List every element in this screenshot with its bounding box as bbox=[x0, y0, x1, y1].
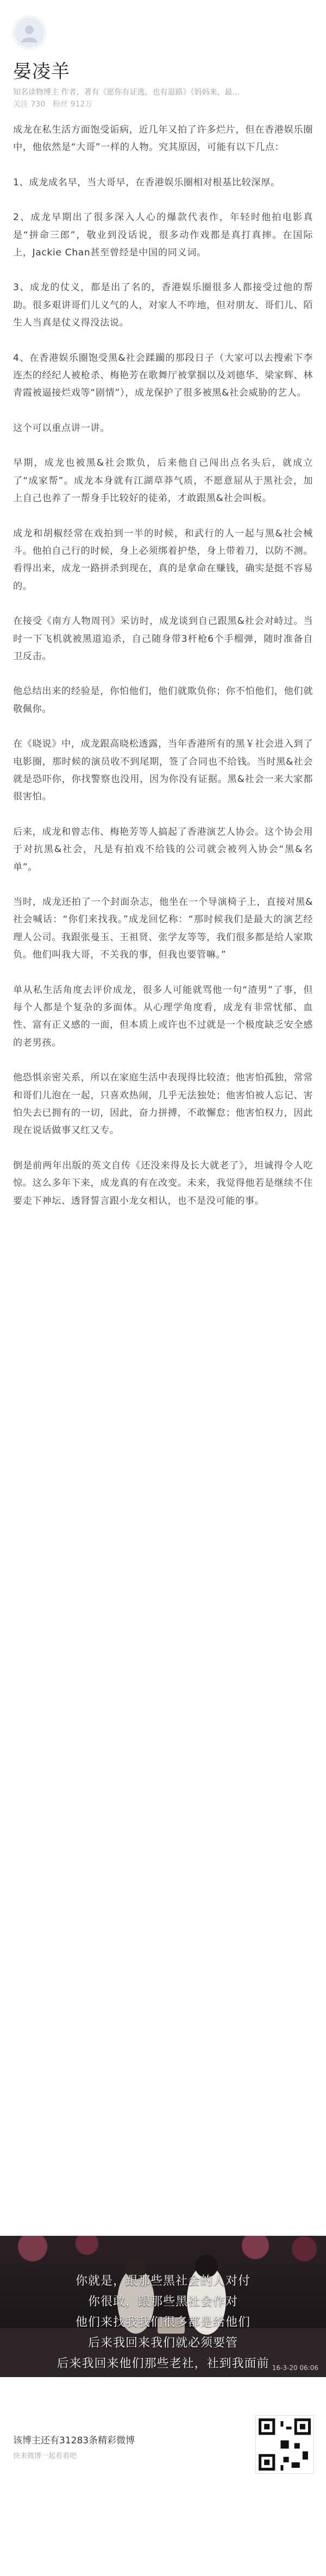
paragraph: 这个可以重点讲一讲。 bbox=[13, 422, 110, 434]
photo-timestamp: 16-3-20 06:06 bbox=[272, 2364, 318, 2372]
avatar-icon bbox=[18, 22, 40, 43]
subtitle-line: 你就是，跟那些黑社会的人对付 bbox=[75, 2274, 250, 2288]
author-stats bbox=[13, 98, 313, 110]
paragraph: 他恐惧亲密关系，所以在家庭生活中表现得比较渣；他害怕孤独，常常和哥们儿泡在一起，只喜欢热闹，几乎无法独处；他害怕被人忘记、害怕失去已拥有的一切，因此，奋力拼搏，不敢懈怠；他害怕权力，因此现在说话做事又红又专。 bbox=[13, 1072, 313, 1136]
author-intro: 知名读物博主 作者，著有《愿你有证逃，也有退路》《妈妈来，最… bbox=[13, 88, 240, 97]
paragraph: 成龙在私生活方面饱受诟病，近几年又拍了许多烂片，但在香港娱乐圈中，他依然是“大哥”一样的人物。究其原因，可能有以下几点： bbox=[13, 124, 313, 153]
paragraph: 早期，成龙也被黑&社会欺负，后来他自己闯出点名头后，就成立了“成家帮”。成龙本身就有江湖草莽气质，不愿意屈从于黑社会，加上自己也养了一帮身手比较好的徒弟，才敢跟黑&社会叫板。 bbox=[13, 458, 313, 504]
more-posts-text[interactable]: 该博主还有31283条精彩微博 bbox=[13, 2435, 135, 2446]
avatar[interactable] bbox=[13, 16, 46, 49]
article-body bbox=[0, 110, 326, 1210]
author-name[interactable]: 晏凌羊 bbox=[13, 61, 70, 83]
subtitle-line: 后来我回来我们就必须要管 bbox=[87, 2336, 238, 2350]
paragraph: 他总结出来的经验是，你怕他们，他们就欺负你；你不怕他们，他们就敬佩你。 bbox=[13, 686, 313, 715]
subtitle-line: 他们来找我我们很多都是给他们 bbox=[75, 2316, 250, 2329]
footer-promo bbox=[0, 2377, 326, 2576]
paragraph: 2、成龙早期出了很多深入人心的爆款代表作，年轻时他拍电影真是“拼命三郎”，敬业到没话说，很多动作戏都是真打真摔。在国际上，Jackie Chan甚至曾经是中国的同义词。 bbox=[13, 212, 313, 259]
paragraph: 在《晓说》中，成龙跟高晓松透露，当年香港所有的黑￥社会进入到了电影圈，那时候的演员收不到尾期，签了合同也不给钱。当时黑&社会就是恐吓你，你找警察也没用，因为你没有证据。黑&社会一来大家都很害怕。 bbox=[13, 739, 313, 803]
interview-photo[interactable] bbox=[0, 2236, 326, 2377]
qr-code-icon[interactable] bbox=[255, 2415, 314, 2474]
follower-count[interactable]: 粉丝 912万 bbox=[53, 100, 93, 109]
paragraph: 4、在香港娱乐圈饱受黑&社会蹂躏的那段日子（大家可以去搜索下李连杰的经纪人被枪杀、梅艳芳在歌舞厅被掌掴以及刘德华、梁家辉、林青霞被逼接烂戏等“剧情”），成龙保护了很多被黑&社会威胁的艺人。 bbox=[13, 352, 313, 399]
paragraph: 1、成龙成名早，当大哥早，在香港娱乐圈相对根基比较深厚。 bbox=[13, 177, 280, 188]
paragraph: 单从私生活角度去评价成龙，很多人可能就骂他一句“渣男”了事，但每个人都是个复杂的多面体。从心理学角度看，成龙有非常忧郁、血性、富有正义感的一面，但本质上或许也不过就是一个极度缺乏安全感的老男孩。 bbox=[13, 984, 313, 1048]
subtitle-line: 你很敢，跟那些黑社会作对 bbox=[87, 2295, 238, 2309]
paragraph: 成龙和胡椒经常在戏拍到一半的时候，和武行的人一起与黑&社会械斗。他拍自己行的时候，身上必须绑着护垫，身上带着刀，以防不测。看得出来，成龙一路拼杀到现在，真的是拿命在赚钱，确实是挺不容易的。 bbox=[13, 528, 313, 592]
subtitle-line: 后来我回来他们那些老社，社到我面前 bbox=[57, 2357, 269, 2371]
paragraph: 倒是前两年出版的英文自传《还没来得及长大就老了》，坦诚得令人吃惊。这么多年下来，成龙真的有在改变。未来，我觉得他若是继续不住要走下神坛、透肾誓言跟小龙女相认，也不是没可能的事。 bbox=[13, 1160, 313, 1206]
open-app-text[interactable]: 快来微博一起看看吧 bbox=[13, 2452, 77, 2460]
following-count[interactable]: 关注 730 bbox=[13, 100, 46, 109]
paragraph: 在接受《南方人物周刊》采访时，成龙谈到自己跟黑&社会对峙过。当时一下飞机就被黑道追杀，自己随身带3杆枪6个手榴弹，随时准备自卫反击。 bbox=[13, 616, 313, 662]
paragraph: 当时，成龙还拍了一个封面杂志，他坐在一个导演椅子上，直接对黑&社会喊话：“你们来找我。”成龙回忆称：“那时候我们是最大的演艺经理人公司。我跟张曼玉、王祖贤、张学友等等，我们很多都是给人家欺负。他们叫我大哥，不关我的事，但我也要管嘛。” bbox=[13, 897, 313, 961]
paragraph: 后来，成龙和曾志伟、梅艳芳等人搞起了香港演艺人协会。这个协会用于对抗黑&社会，凡是有拍戏不给钱的公司就会被列入协会“黑&名单”。 bbox=[13, 826, 313, 873]
paragraph: 3、成龙的仗义，都是出了名的，香港娱乐圈很多人都接受过他的帮助。很多艰讲哥们儿义气的人，对家人不咋地，但对朋友、哥们儿、陌生人当真是仗义得没法说。 bbox=[13, 282, 313, 329]
profile-header bbox=[0, 0, 326, 110]
